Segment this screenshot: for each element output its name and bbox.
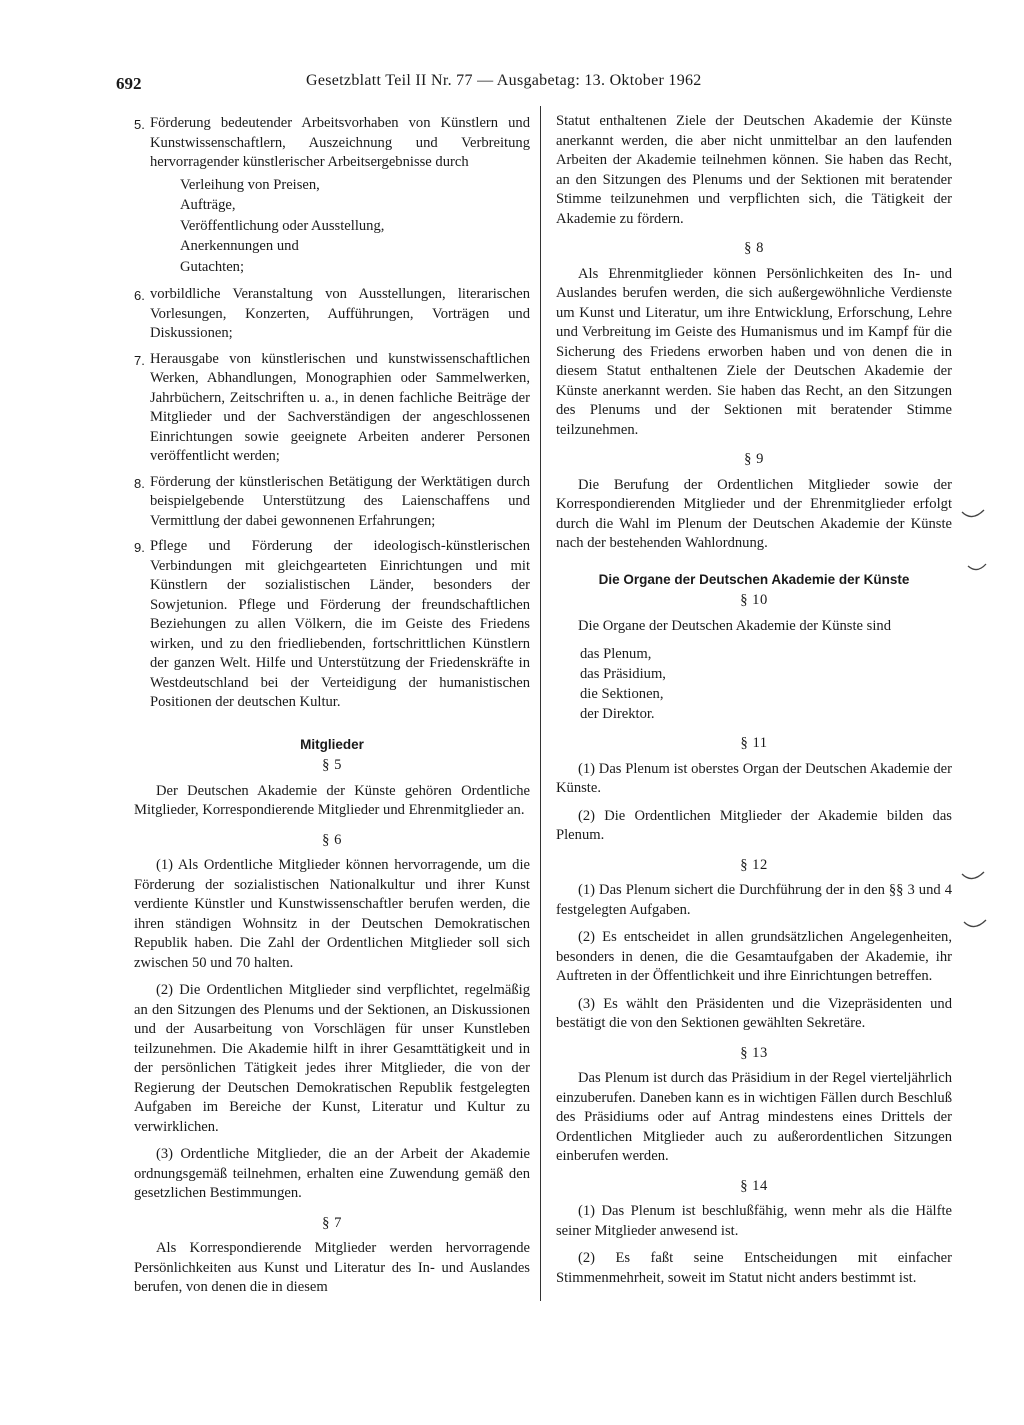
sub-list: [180, 175, 530, 278]
paragraph-number: § 13: [740, 1044, 768, 1061]
list-text: Herausgabe von künstlerischen und kunstwissenschaftlichen Werken, Abhandlungen, Monographien oder Sammelwerken, Jahrbüchern, Zeitschriften u. a., in denen fachliche Beiträge der Mitglieder und der Sachverständigen der angeschlossenen Einrichtungen sowie geeignete Arbeiten anderer Personen veröffentlicht werden;: [150, 350, 530, 464]
list-item-8: [134, 473, 530, 532]
list-text: Förderung bedeutender Arbeitsvorhaben von Künstlern und Kunstwissenschaftlern, Auszeichnung und Verbreitung hervorragender künstlerischer Arbeitsergebnisse durch: [150, 115, 530, 170]
sub-list-item: Anerkennungen und: [180, 238, 299, 254]
column-divider: [540, 106, 541, 1301]
list-text: vorbildliche Veranstaltung von Ausstellungen, literarischen Vorlesungen, Konzerten, Aufführungen, Vorträgen und Diskussionen;: [150, 286, 530, 341]
paragraph-number: § 6: [322, 831, 342, 848]
section-heading-organs: Die Organe der Deutschen Akademie der Künste: [598, 571, 910, 587]
left-column: [134, 114, 530, 1306]
organs-list-item: der Direktor.: [580, 706, 655, 722]
paragraph-number: § 11: [740, 735, 768, 751]
page-number: 692: [116, 74, 142, 93]
margin-mark-icon: [966, 562, 988, 574]
paragraph-text: (2) Die Ordentlichen Mitglieder sind verpflichtet, regelmäßig an den Sitzungen des Plenums und der Sektionen, an Diskussionen und der Ausarbeitung von Vorschlägen für unser Kunstleben teilzunehmen. Die Akademie hilft in ihrer Gesamttätigkeit und in der persönlichen Tätigkeit jedes ihrer Mitglieder, die von der Regierung der Deutschen Demokratischen Republik festgelegten Aufgaben im Bereiche der Kunst, Literatur und Kultur zu verwirklichen.: [134, 982, 530, 1135]
list-item-6: [134, 285, 530, 344]
page-title: Gesetzblatt Teil II Nr. 77 — Ausgabetag: 13. Oktober 1962: [306, 72, 702, 89]
paragraph-text: (3) Es wählt den Präsidenten und die Vizepräsidenten und bestätigt die von den Sektionen gewählten Sekretäre.: [556, 995, 952, 1031]
paragraph-text: (2) Es entscheidet in allen grundsätzlichen Angelegenheiten, besonders in denen, die die Gesamtaufgaben der Akademie, ihr Auftreten in der Öffentlichkeit und ihre Einrichtungen betreffen.: [556, 929, 952, 984]
list-number: 5.: [134, 117, 145, 132]
paragraph-text: (1) Das Plenum ist oberstes Organ der Deutschen Akademie der Künste.: [556, 760, 952, 796]
margin-mark-icon: [960, 508, 986, 522]
sub-list-item: Veröffentlichung oder Ausstellung,: [180, 217, 385, 234]
list-number: 9.: [134, 540, 145, 555]
paragraph-text: Als Ehrenmitglieder können Persönlichkeiten des In- und Auslandes berufen werden, die sich außergewöhnliche Verdienste um Kunst und Literatur, um ihre Entwicklung, Erforschung, Lehre und Verbreitung im Geiste des Humanismus und im Kampf für die Sicherung des Friedens erworben haben und von denen die in diesem Statut enthaltenen Ziele der Deutschen Akademie der Künste anerkannt werden. Sie haben das Recht, an den Sitzungen des Plenums und der Sektionen mit beratender Stimme teilzunehmen.: [556, 265, 952, 438]
paragraph-number: § 9: [744, 451, 764, 467]
paragraph-number: § 10: [740, 592, 768, 608]
list-number: 6.: [134, 288, 145, 303]
paragraph-number: § 8: [744, 240, 764, 256]
paragraph-text: (3) Ordentliche Mitglieder, die an der Arbeit der Akademie ordnungsgemäß teilnehmen, erhalten eine Zuwendung gemäß den gesetzlichen Bestimmungen.: [134, 1146, 530, 1201]
paragraph-number: § 5: [322, 757, 342, 773]
paragraph-text: (2) Es faßt seine Entscheidungen mit einfacher Stimmenmehrheit, soweit im Statut nicht anders bestimmt ist.: [556, 1250, 952, 1286]
paragraph-text: Die Berufung der Ordentlichen Mitglieder sowie der Korrespondierenden Mitglieder und der Ehrenmitglieder erfolgt durch die Wahl im Plenum der Deutschen Akademie der Künste nach der bestehenden Wahlordnung.: [556, 476, 952, 551]
list-text: Pflege und Förderung der ideologisch-künstlerischen Verbindungen mit gleichgearteten Einrichtungen und mit Künstlern der sozialistischen Länder, besonders der Sowjetunion. Pflege und Förderung der freundschaftlichen Beziehungen zu allen Völkern, die im Geiste des Friedens wirken, und zu den friedliebenden, fortschrittlichen Künstlern der ganzen Welt. Hilfe und Unterstützung der Friedenskräfte in Westdeutschland bei der Verteidigung der humanistischen Positionen der deutschen Kultur.: [150, 538, 530, 710]
list-number: 7.: [134, 352, 145, 368]
list-number: 8.: [134, 475, 145, 491]
sub-list-item: Gutachten;: [180, 258, 245, 275]
margin-mark-icon: [960, 870, 986, 884]
organs-list-item: das Präsidium,: [580, 666, 666, 682]
margin-mark-icon: [962, 918, 988, 932]
section-heading-members: Mitglieder: [300, 736, 364, 752]
list-item-7: [134, 350, 530, 467]
list-text: Förderung der künstlerischen Betätigung der Werktätigen durch beispielgebende Unterstützung des Laienschaffens und Vermittlung der dabei gewonnenen Erfahrungen;: [150, 473, 530, 529]
right-column: [556, 112, 952, 1296]
sub-list-item: Aufträge,: [180, 197, 236, 213]
paragraph-number: § 14: [740, 1177, 768, 1194]
paragraph-text: Die Organe der Deutschen Akademie der Künste sind: [578, 617, 891, 634]
list-item-5: [134, 114, 530, 279]
paragraph-number: § 7: [322, 1214, 342, 1231]
paragraph-text: (1) Als Ordentliche Mitglieder können hervorragende, um die Förderung der sozialistischen Nationalkultur und ihrer Kunst verdiente Künstler und Kunstwissenschaftler berufen werden, die ihren ständigen Wohnsitz in der Deutschen Demokratischen Republik haben. Die Zahl der Ordentlichen Mitglieder soll sich zwischen 50 und 70 halten.: [134, 857, 530, 971]
paragraph-text: Das Plenum ist durch das Präsidium in der Regel vierteljährlich einzuberufen. Daneben kann es in wichtigen Fällen durch Beschluß des Präsidiums oder auf Antrag mindestens eines Drittels der Ordentlichen Mitglieder auch zu außerordentlichen Sitzungen einberufen werden.: [556, 1070, 952, 1164]
paragraph-text: (1) Das Plenum ist beschlußfähig, wenn mehr als die Hälfte seiner Mitglieder anwesend ist.: [556, 1203, 952, 1239]
page-header: [116, 72, 958, 98]
paragraph-text: (2) Die Ordentlichen Mitglieder der Akademie bilden das Plenum.: [556, 807, 952, 843]
organs-list: [580, 644, 952, 724]
list-item-9: [134, 537, 530, 713]
paragraph-text: Statut enthaltenen Ziele der Deutschen Akademie der Künste anerkannt werden, die aber nicht unmittelbar an den laufenden Arbeiten der Akademie teilnehmen können. Sie haben das Recht, an den Sitzungen des Plenums und der Sektionen mit beratender Stimme teilzunehmen und verpflichten sich, die Tätigkeit der Akademie zu fördern.: [556, 113, 952, 227]
organs-list-item: das Plenum,: [580, 646, 652, 662]
sub-list-item: Verleihung von Preisen,: [180, 176, 320, 193]
paragraph-text: Als Korrespondierende Mitglieder werden hervorragende Persönlichkeiten aus Kunst und Literatur des In- und Auslandes berufen, von denen die in diesem: [134, 1240, 530, 1295]
paragraph-text: Der Deutschen Akademie der Künste gehören Ordentliche Mitglieder, Korrespondierende Mitglieder und Ehrenmitglieder an.: [134, 782, 530, 818]
organs-list-item: die Sektionen,: [580, 686, 664, 702]
paragraph-text: (1) Das Plenum sichert die Durchführung der in den §§ 3 und 4 festgelegten Aufgaben.: [556, 882, 952, 918]
paragraph-number: § 12: [740, 856, 768, 873]
